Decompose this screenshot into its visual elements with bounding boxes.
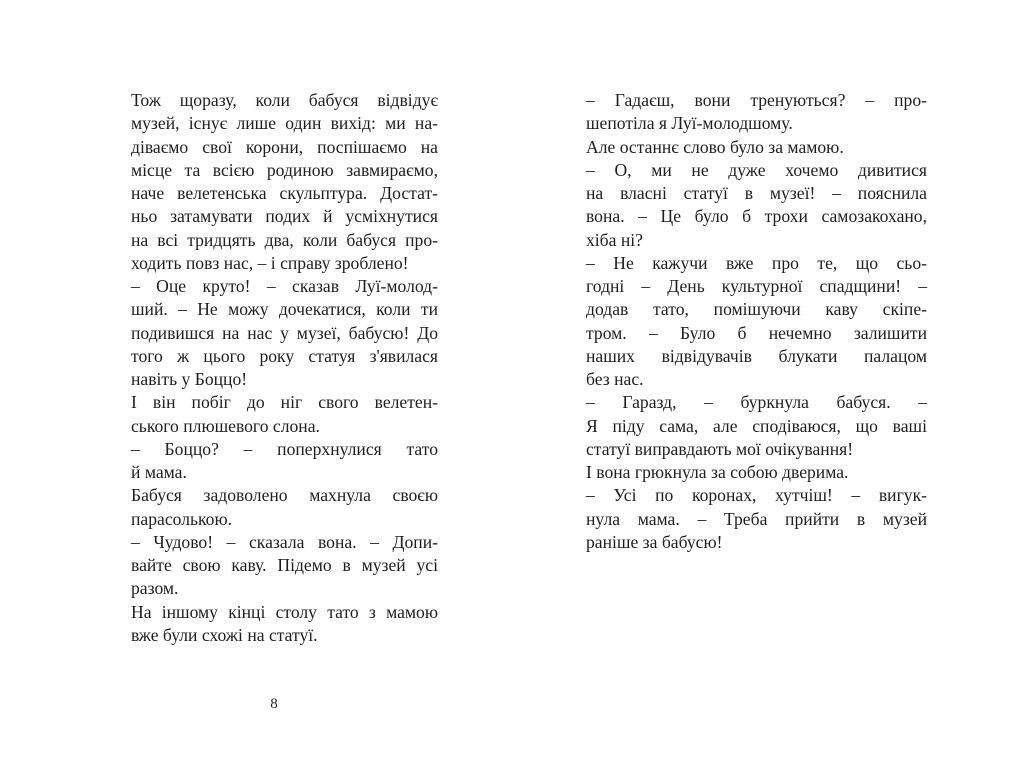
text-line: нула мама. – Треба прийти в музей [586, 508, 927, 529]
text-line: навіть у Боццо! [131, 369, 248, 389]
right-page [512, 0, 1024, 768]
text-line: статуї виправдають мої очікування! [586, 438, 854, 459]
text-line: того ж цього року статуя з'явилася [131, 345, 438, 366]
text-line: парасолькою. [131, 508, 233, 529]
text-line: І він побіг до ніг свого велетен- [131, 392, 438, 413]
text-line: на власні статуї в музеї! – пояснила [586, 183, 927, 203]
text-line: діваємо свої корони, поспішаємо на [131, 136, 438, 157]
text-line: разом. [131, 578, 179, 599]
text-line: Я піду сама, але сподіваюся, що ваші [586, 415, 927, 436]
text-line: без нас. [586, 369, 644, 389]
text-line: ньо затамувати подих й усміхнутися [131, 206, 438, 227]
text-line: Бабуся задоволено махнула своєю [131, 485, 438, 506]
text-line: – Гаразд, – буркнула бабуся. – [586, 392, 927, 413]
text-line: ського плюшевого слона. [131, 415, 320, 436]
text-line: На іншому кінці столу тато з мамою [131, 601, 438, 622]
text-line: музей, існує лише один вихід: ми на- [131, 113, 438, 134]
text-line: місце та всією родиною завмираємо, [131, 159, 438, 180]
page-number: 8 [270, 696, 278, 712]
text-line: вайте свою каву. Підемо в музей усі [131, 555, 438, 575]
text-line: – О, ми не дуже хочемо дивитися [586, 159, 927, 180]
text-line: подивишся на нас у музеї, бабусю! До [131, 322, 438, 343]
text-line: наче велетенська скульптура. Достат- [131, 183, 438, 203]
right-page-text-column [586, 89, 927, 554]
text-line: раніше за бабусю! [586, 531, 723, 552]
text-line: – Чудово! – сказала вона. – Допи- [131, 531, 438, 552]
text-line: – Не кажучи вже про те, що сьо- [586, 252, 927, 273]
left-page-text-column [131, 89, 438, 647]
text-line: додав тато, помішуючи каву скіпе- [586, 299, 927, 320]
text-line: вона. – Це було б трохи самозакохано, [586, 206, 927, 227]
text-line: ший. – Не можу дочекатися, коли ти [131, 299, 438, 320]
text-line: І вона грюкнула за собою дверима. [586, 462, 849, 482]
text-line: вже були схожі на статуї. [131, 624, 318, 645]
text-line: – Гадаєш, вони тренуються? – про- [586, 90, 927, 110]
text-line: на всі тридцять два, коли бабуся про- [131, 229, 438, 250]
text-line: – Оце круто! – сказав Луї-молод- [131, 276, 438, 296]
text-line: годні – День культурної спадщини! – [586, 276, 927, 296]
text-line: тром. – Було б нечемно залишити [586, 322, 927, 343]
text-line: шепотіла я Луї-молодшому. [586, 113, 793, 134]
text-line: Але останнє слово було за мамою. [586, 136, 844, 157]
text-line: – Усі по коронах, хутчіш! – вигук- [586, 485, 927, 506]
text-line: й мама. [131, 462, 187, 482]
text-line: ходить повз нас, – і справу зроблено! [131, 252, 409, 273]
text-line: наших відвідувачів блукати палацом [586, 345, 927, 366]
text-line: – Боццо? – поперхнулися тато [131, 438, 438, 459]
text-line: хіба ні? [586, 229, 643, 250]
text-line: Тож щоразу, коли бабуся відвідує [131, 90, 438, 110]
